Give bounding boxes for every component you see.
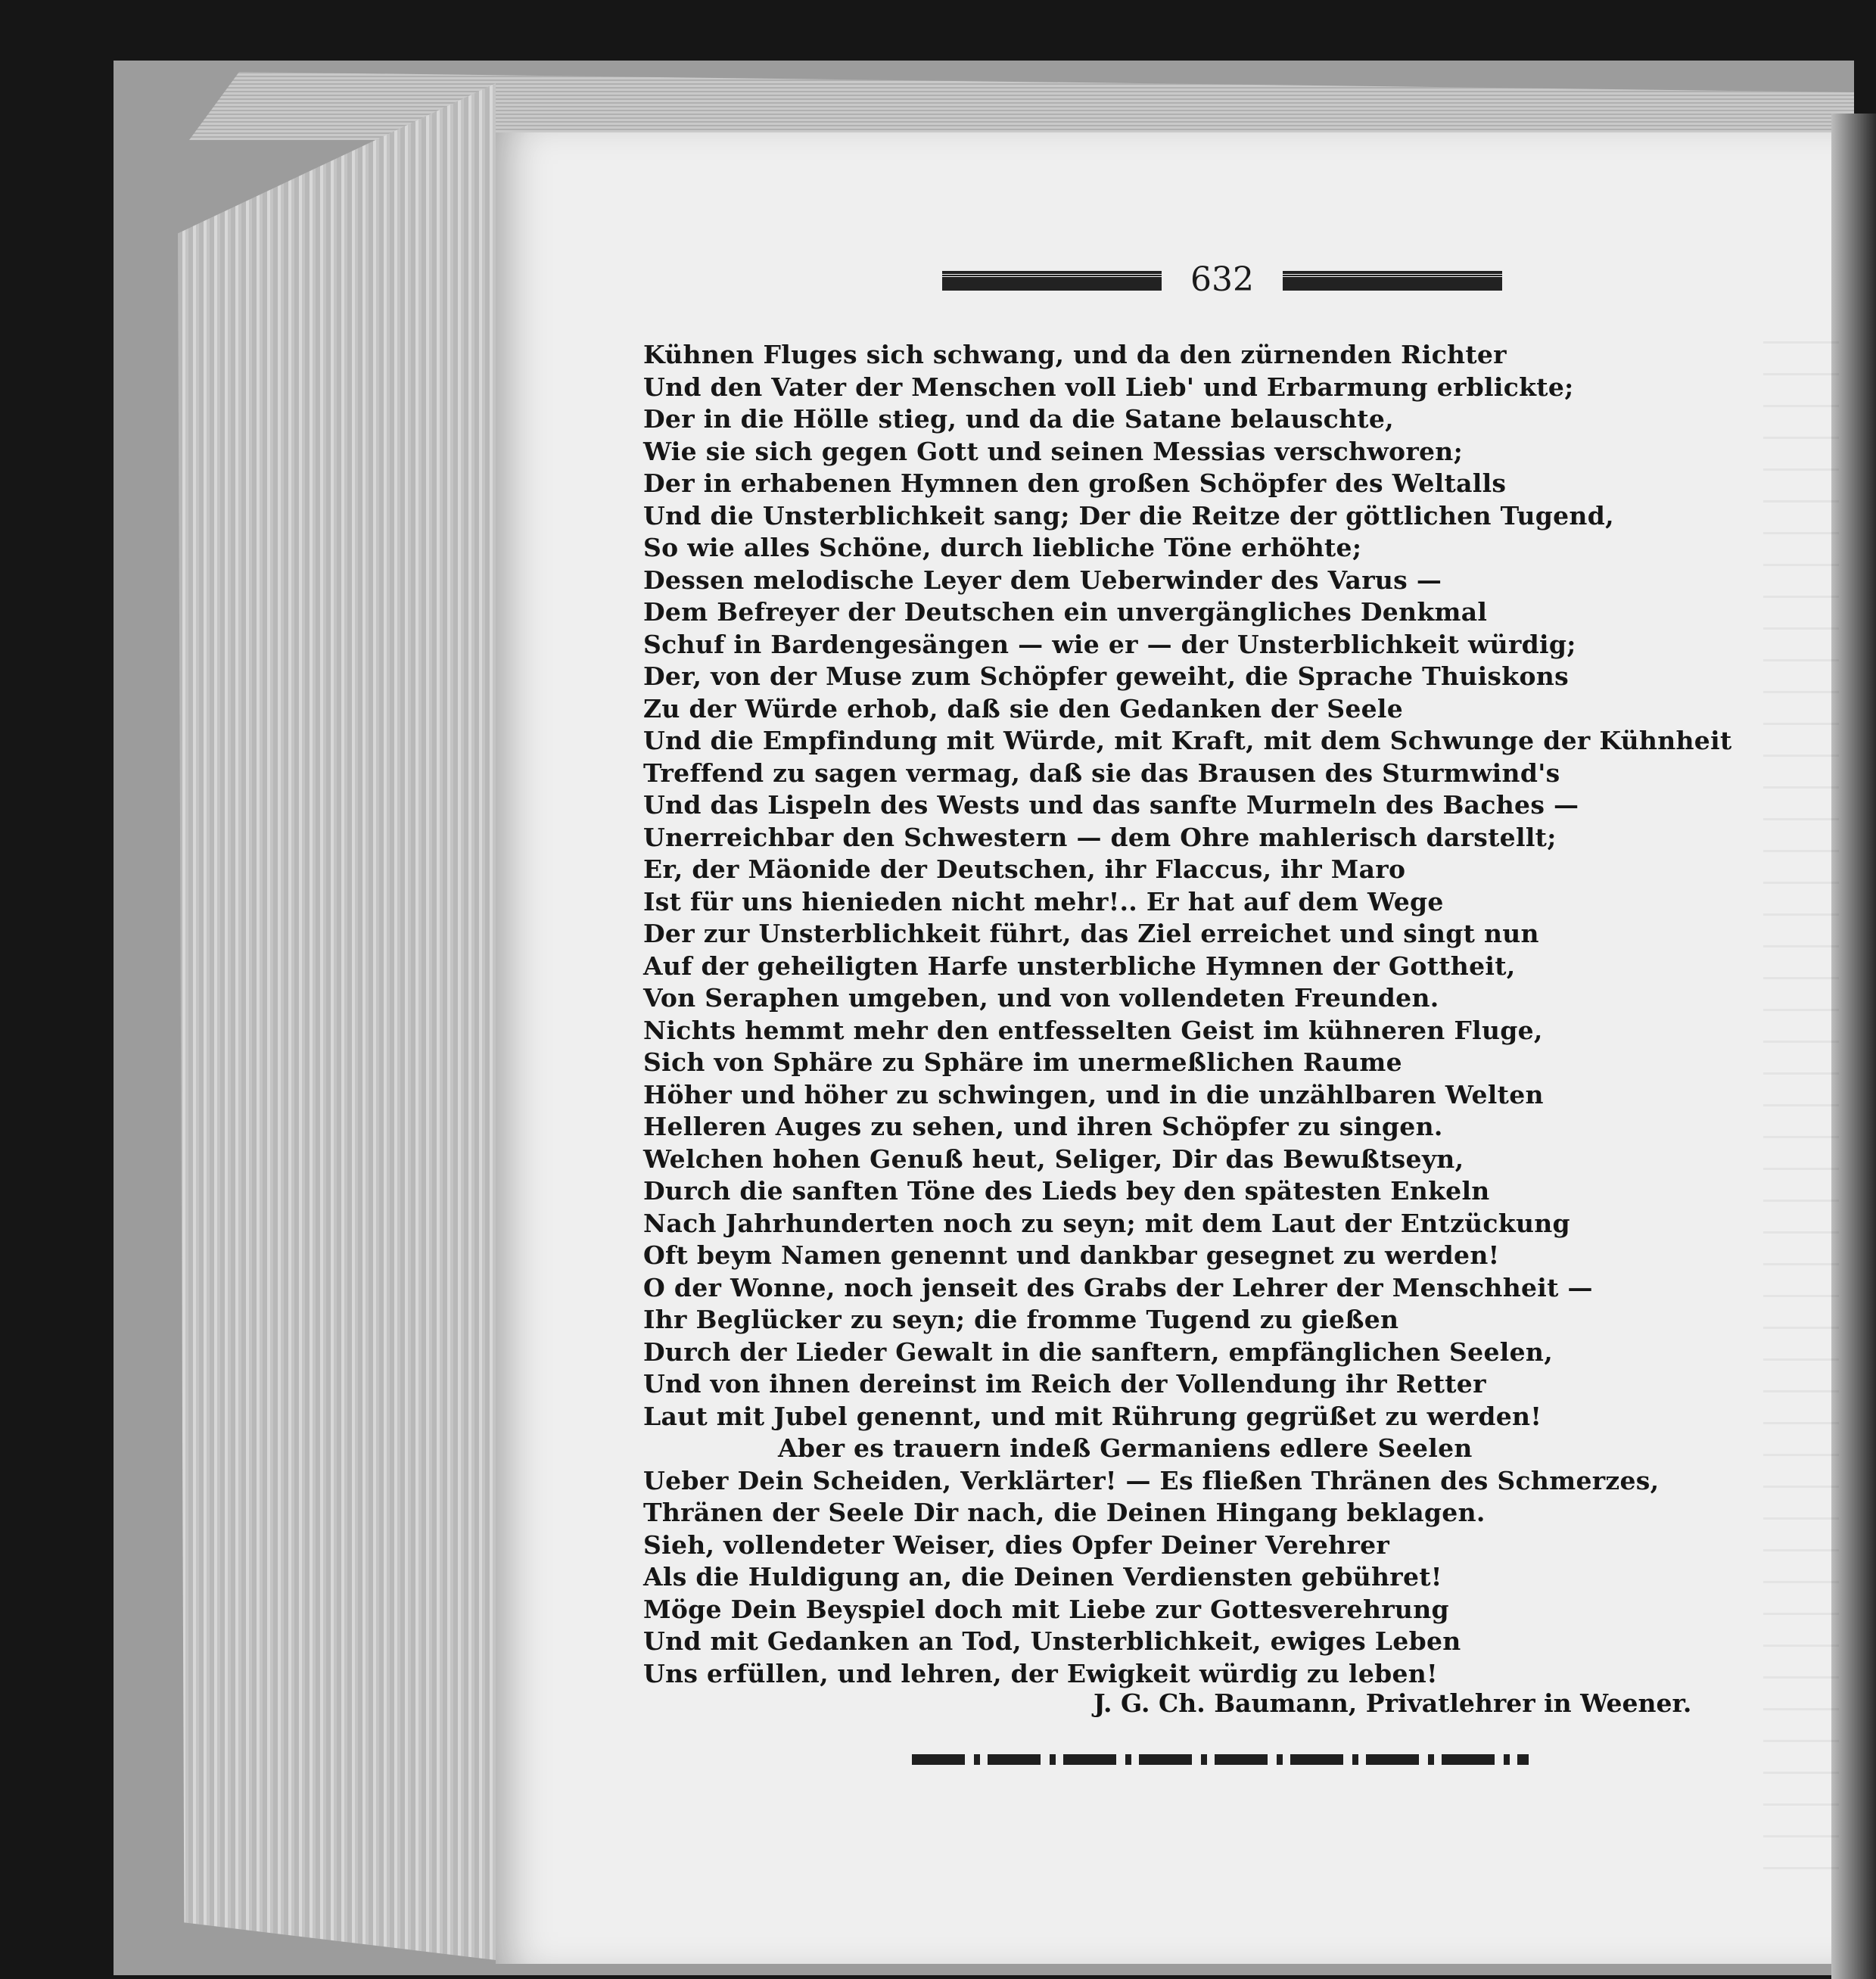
poem-line: Kühnen Fluges sich schwang, und da den zürnenden Richter	[643, 340, 1507, 369]
poem-line: Und von ihnen dereinst im Reich der Vollendung ihr Retter	[643, 1369, 1486, 1399]
poem-line: Helleren Auges zu sehen, und ihren Schöpfer zu singen.	[643, 1112, 1443, 1141]
poem-line: Thränen der Seele Dir nach, die Deinen Hingang beklagen.	[643, 1498, 1486, 1527]
poem-line: Er, der Mäonide der Deutschen, ihr Flaccus, ihr Maro	[643, 854, 1406, 884]
poem-line: Der in erhabenen Hymnen den großen Schöpfer des Weltalls	[643, 468, 1507, 498]
poem-line: Unerreichbar den Schwestern — dem Ohre mahlerisch darstellt;	[643, 822, 1557, 852]
poem-line: Nach Jahrhunderten noch zu seyn; mit dem Laut der Entzückung	[643, 1208, 1570, 1238]
poem-line: Der in die Hölle stieg, und da die Satane belauschte,	[643, 404, 1394, 434]
poem-line: Der zur Unsterblichkeit führt, das Ziel erreichet und singt nun	[643, 919, 1539, 948]
poem-line: Durch die sanften Töne des Lieds bey den spätesten Enkeln	[643, 1176, 1490, 1206]
header-rule-left	[942, 274, 1162, 288]
poem-line: O der Wonne, noch jenseit des Grabs der Lehrer der Menschheit —	[643, 1272, 1593, 1302]
poem-line: Ihr Beglücker zu seyn; die fromme Tugend zu gießen	[643, 1305, 1399, 1334]
poem-line: Von Seraphen umgeben, und von vollendeten Freunden.	[643, 983, 1439, 1013]
poem-line: Sieh, vollendeter Weiser, dies Opfer Deiner Verehrer	[643, 1529, 1390, 1560]
poem-line: Und den Vater der Menschen voll Lieb' und Erbarmung erblickte;	[643, 372, 1574, 402]
page-number: 632	[1190, 260, 1254, 299]
poem-line: Oft beym Namen genennt und dankbar gesegnet zu werden!	[643, 1240, 1500, 1270]
poem-line: Dem Befreyer der Deutschen ein unvergängliches Denkmal	[643, 597, 1488, 627]
poem-line: Zu der Würde erhob, daß sie den Gedanken der Seele	[643, 693, 1404, 723]
poem-line: Welchen hohen Genuß heut, Seliger, Dir das Bewußtseyn,	[643, 1144, 1464, 1174]
poem-line: Und das Lispeln des Wests und das sanfte Murmeln des Baches —	[643, 790, 1579, 820]
poem-line: Auf der geheiligten Harfe unsterbliche Hymnen der Gottheit,	[643, 951, 1516, 981]
poem-line: So wie alles Schöne, durch liebliche Töne erhöhte;	[643, 533, 1362, 562]
poem-line: Der, von der Muse zum Schöpfer geweiht, die Sprache Thuiskons	[643, 661, 1569, 691]
poem-line: Nichts hemmt mehr den entfesselten Geist im kühneren Fluge,	[643, 1015, 1543, 1045]
poem-line: Höher und höher zu schwingen, und in die unzählbaren Welten	[643, 1079, 1544, 1109]
poem-text	[643, 339, 1763, 1690]
poem-line: Schuf in Bardengesängen — wie er — der Unsterblichkeit würdig;	[643, 629, 1576, 659]
poem-line: Und die Empfindung mit Würde, mit Kraft, mit dem Schwunge der Kühnheit	[643, 726, 1732, 755]
page-header	[942, 257, 1502, 303]
poem-line: Treffend zu sagen vermag, daß sie das Brausen des Sturmwind's	[643, 758, 1560, 788]
poem-line: Uns erfüllen, und lehren, der Ewigkeit würdig zu leben!	[643, 1658, 1438, 1688]
poem-line: Und mit Gedanken an Tod, Unsterblichkeit, ewiges Leben	[643, 1626, 1461, 1656]
poem-line: Wie sie sich gegen Gott und seinen Messias verschworen;	[643, 436, 1464, 466]
poem-line: Durch der Lieder Gewalt in die sanftern, empfänglichen Seelen,	[643, 1336, 1553, 1367]
poem-line: Möge Dein Beyspiel doch mit Liebe zur Gottesverehrung	[643, 1594, 1449, 1624]
poem-line: Ist für uns hienieden nicht mehr!.. Er hat auf dem Wege	[643, 886, 1444, 916]
page-block-side-edge	[178, 83, 496, 1960]
closing-rule	[912, 1754, 1529, 1765]
poem-line: Als die Huldigung an, die Deinen Verdiensten gebühret!	[643, 1562, 1442, 1592]
poem-line: Laut mit Jubel genennt, und mit Rührung gegrüßet zu werden!	[643, 1401, 1542, 1431]
show-through-text	[1763, 318, 1839, 1869]
poem-line: Aber es trauern indeß Germaniens edlere Seelen	[778, 1433, 1473, 1463]
poem-line: Ueber Dein Scheiden, Verklärter! — Es fließen Thränen des Schmerzes,	[643, 1465, 1660, 1495]
author-signature: J. G. Ch. Baumann, Privatlehrer in Weener.	[1094, 1688, 1692, 1718]
header-rule-right	[1283, 274, 1502, 288]
poem-line: Sich von Sphäre zu Sphäre im unermeßlichen Raume	[643, 1047, 1402, 1077]
poem-line: Dessen melodische Leyer dem Ueberwinder des Varus —	[643, 565, 1442, 595]
poem-line: Und die Unsterblichkeit sang; Der die Reitze der göttlichen Tugend,	[643, 500, 1614, 531]
